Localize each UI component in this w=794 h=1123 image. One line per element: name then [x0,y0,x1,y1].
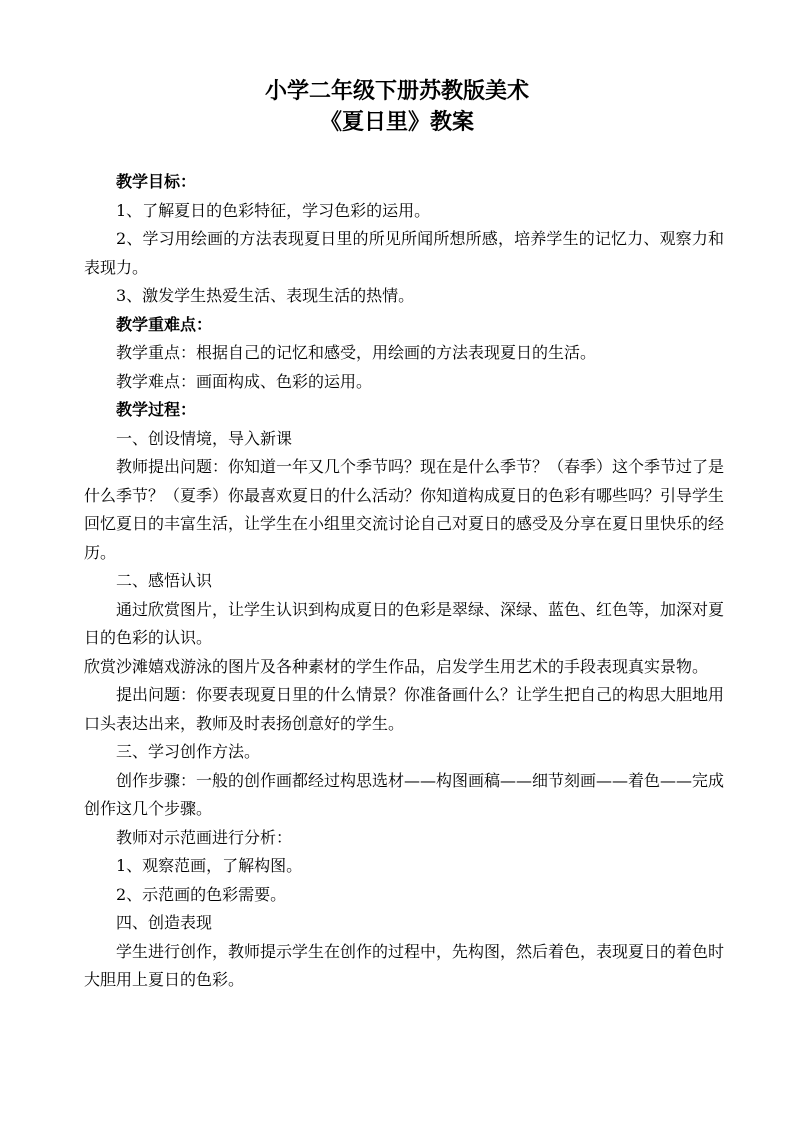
paragraph: 通过欣赏图片，让学生认识到构成夏日的色彩是翠绿、深绿、蓝色、红色等，加深对夏日的色彩的认识。 [84,599,725,647]
paragraph: 教学重点：根据自己的记忆和感受，用绘画的方法表现夏日的生活。 [116,343,597,362]
paragraph: 二、感悟认识 [116,571,213,590]
paragraph: 2、示范画的色彩需要。 [116,884,287,904]
paragraph: 教师对示范画进行分析： [116,827,293,847]
paragraph: 提出问题：你要表现夏日里的什么情景？你准备画什么？让学生把自己的构思大胆地用口头表达出来，教师及时表扬创意好的学生。 [84,685,725,733]
section-heading-process: 教学过程： [116,400,197,419]
paragraph: 教学难点：画面构成、色彩的运用。 [116,371,373,391]
paragraph: 一、创设情境，导入新课 [116,428,293,448]
paragraph: 1、观察范画，了解构图。 [116,856,303,875]
paragraph: 2、学习用绘画的方法表现夏日里的所见所闻所想所感，培养学生的记忆力、观察力和表现力。 [84,229,724,277]
paragraph: 创作步骤：一般的创作画都经过构思选材——构图画稿——细节刻画——着色——完成创作这几个步骤。 [84,770,725,818]
section-heading-key-points: 教学重难点： [116,314,213,334]
paragraph: 学生进行创作，教师提示学生在创作的过程中，先构图，然后着色，表现夏日的着色时大胆用上夏日的色彩。 [84,941,725,989]
paragraph: 3、激发学生热爱生活、表现生活的热情。 [116,286,415,305]
document-title-line-1: 小学二年级下册苏教版美术 [264,78,529,104]
paragraph: 1、了解夏日的色彩特征，学习色彩的运用。 [116,200,431,220]
document-body [84,168,724,995]
paragraph: 欣赏沙滩嬉戏游泳的图片及各种素材的学生作品，启发学生用艺术的手段表现真实景物。 [84,656,709,676]
paragraph: 教师提出问题：你知道一年又几个季节吗？现在是什么季节？（春季）这个季节过了是什么季节？（夏季）你最喜欢夏日的什么活动？你知道构成夏日的色彩有哪些吗？引导学生回忆夏日的丰富生活，让学生在小组里交流讨论自己对夏日的感受及分享在夏日里快乐的经历。 [84,457,725,562]
section-heading-objectives: 教学目标： [116,172,197,191]
paragraph: 四、创造表现 [116,913,213,932]
document-title-line-2: 《夏日里》教案 [319,109,474,135]
paragraph: 三、学习创作方法。 [116,742,261,761]
